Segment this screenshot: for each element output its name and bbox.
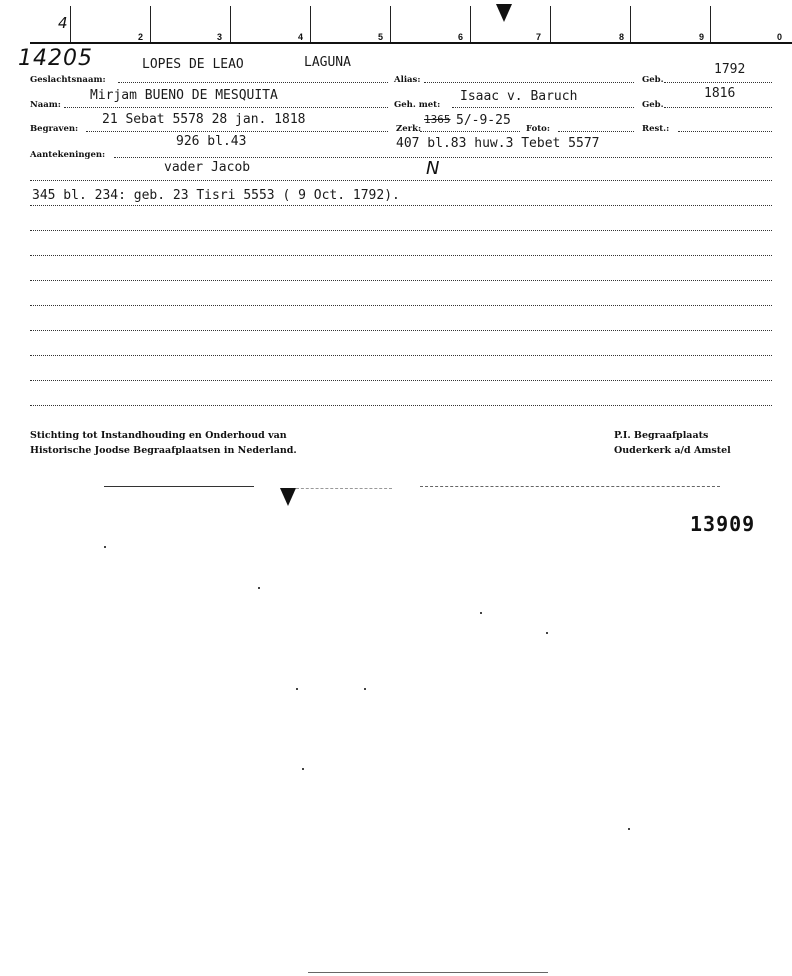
given-name: Mirjam BUENO DE MESQUITA (90, 88, 278, 103)
bottom-marker-icon (280, 488, 296, 506)
surname-variant: LAGUNA (304, 55, 351, 70)
married-year-label: Geb. (642, 100, 664, 110)
notes-label: Aantekeningen: (30, 150, 106, 160)
column-number: 4 (298, 32, 304, 42)
card-number: 13909 (690, 512, 756, 536)
grave-struck: 1365 (424, 113, 451, 126)
column-number: 9 (699, 32, 705, 42)
buried-label: Begraven: (30, 124, 79, 134)
column-number: 0 (777, 32, 783, 42)
column-number: 7 (536, 32, 542, 42)
marriage-reference: 407 bl.83 huw.3 Tebet 5577 (396, 136, 600, 151)
corner-mark: 4 (58, 14, 68, 32)
surname-value: LOPES DE LEAO (142, 57, 244, 72)
column-number: 5 (378, 32, 384, 42)
name-label: Naam: (30, 100, 61, 110)
grave-number: 5/-9-25 (456, 113, 511, 128)
column-number: 8 (619, 32, 625, 42)
photo-label: Foto: (526, 124, 550, 134)
column-number: 2 (138, 32, 144, 42)
top-marker-icon (496, 4, 512, 22)
note-father: vader Jacob (164, 160, 251, 175)
footer-foundation: Stichting tot Instandhouding en Onderhoud van Historische Joodse Begraafplaatsen in Nederland. (30, 430, 297, 456)
surname-label: Geslachtsnaam: (30, 75, 106, 85)
spouse-name: Isaac v. Baruch (460, 89, 578, 104)
note-birth: 345 bl. 234: geb. 23 Tisri 5553 ( 9 Oct. 1792). (32, 188, 400, 203)
rest-label: Rest.: (642, 124, 670, 134)
footer-cemetery: P.I. Begraafplaats Ouderkerk a/d Amstel (614, 430, 731, 456)
column-number: 3 (217, 32, 223, 42)
column-number: 6 (458, 32, 464, 42)
birth-year: 1792 (714, 62, 746, 77)
alias-label: Alias: (394, 75, 421, 85)
grave-label: Zerk: (396, 124, 422, 134)
note-mark: N (426, 158, 440, 179)
marriage-year: 1816 (704, 86, 736, 101)
born-label: Geb. (642, 75, 664, 85)
burial-date: 21 Sebat 5578 28 jan. 1818 (102, 112, 306, 127)
record-number: 14205 (18, 46, 93, 71)
married-label: Geh. met: (394, 100, 441, 110)
burial-reference: 926 bl.43 (176, 134, 247, 149)
